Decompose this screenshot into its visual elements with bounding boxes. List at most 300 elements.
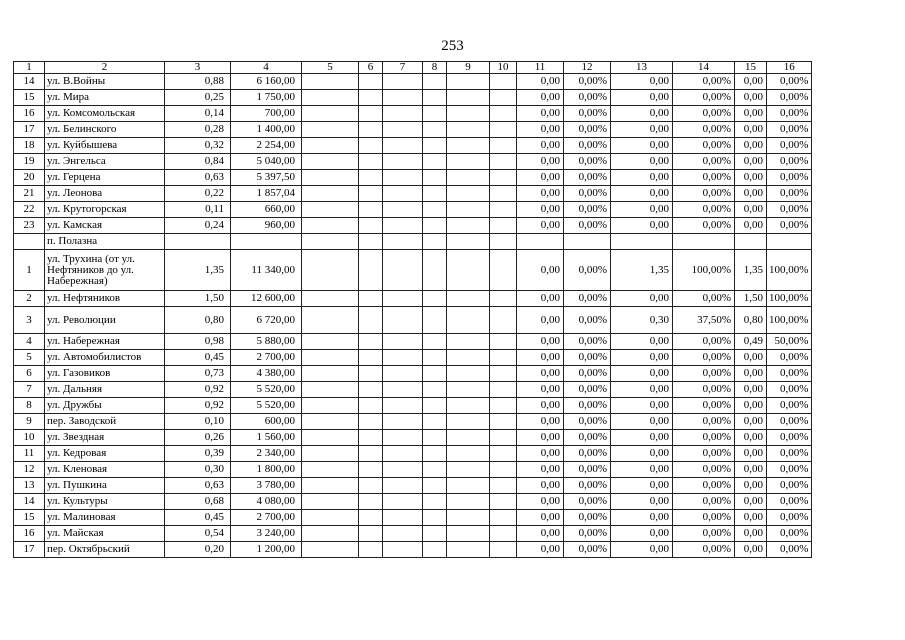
empty-cell-col-8 — [423, 350, 447, 366]
empty-cell-col-8 — [423, 382, 447, 398]
value-cell-col-11: 0,00 — [517, 462, 564, 478]
empty-cell-col-7 — [383, 430, 423, 446]
value-cell-col-16: 100,00% — [767, 307, 812, 334]
empty-cell-col-6 — [359, 398, 383, 414]
empty-cell-col-6 — [359, 494, 383, 510]
street-name-cell: ул. Дружбы — [45, 398, 165, 414]
value-cell-col-13: 0,30 — [611, 307, 673, 334]
value-cell-col-15: 0,00 — [735, 494, 767, 510]
empty-cell-col-7 — [383, 446, 423, 462]
value-cell-col-13 — [611, 234, 673, 250]
empty-cell-col-5 — [302, 542, 359, 558]
table-row — [14, 462, 812, 478]
length-cell: 1,35 — [165, 250, 231, 291]
empty-cell-col-5 — [302, 170, 359, 186]
empty-cell-col-6 — [359, 430, 383, 446]
empty-cell-col-5 — [302, 138, 359, 154]
value-cell-col-11: 0,00 — [517, 170, 564, 186]
empty-cell-col-6 — [359, 334, 383, 350]
value-cell-col-14: 0,00% — [673, 462, 735, 478]
empty-cell-col-6 — [359, 446, 383, 462]
cost-cell: 5 040,00 — [231, 154, 302, 170]
value-cell-col-14: 0,00% — [673, 154, 735, 170]
street-name-cell: п. Полазна — [45, 234, 165, 250]
empty-cell-col-8 — [423, 542, 447, 558]
value-cell-col-15: 0,00 — [735, 186, 767, 202]
empty-cell-col-5 — [302, 478, 359, 494]
empty-cell-col-5 — [302, 186, 359, 202]
empty-cell-col-10 — [490, 250, 517, 291]
data-table — [13, 61, 812, 558]
empty-cell-col-6 — [359, 478, 383, 494]
empty-cell-col-10 — [490, 122, 517, 138]
value-cell-col-12: 0,00% — [564, 154, 611, 170]
value-cell-col-14: 0,00% — [673, 510, 735, 526]
length-cell: 0,73 — [165, 366, 231, 382]
cost-cell: 4 080,00 — [231, 494, 302, 510]
cost-cell: 6 720,00 — [231, 307, 302, 334]
cost-cell: 1 800,00 — [231, 462, 302, 478]
row-number-cell: 7 — [14, 382, 45, 398]
row-number-cell: 13 — [14, 478, 45, 494]
empty-cell-col-5 — [302, 218, 359, 234]
empty-cell-col-5 — [302, 382, 359, 398]
value-cell-col-15: 0,00 — [735, 526, 767, 542]
empty-cell-col-10 — [490, 542, 517, 558]
value-cell-col-13: 0,00 — [611, 462, 673, 478]
street-name-cell: ул. Леонова — [45, 186, 165, 202]
empty-cell-col-8 — [423, 90, 447, 106]
cost-cell: 5 880,00 — [231, 334, 302, 350]
empty-cell-col-6 — [359, 291, 383, 307]
empty-cell-col-8 — [423, 526, 447, 542]
empty-cell-col-10 — [490, 186, 517, 202]
value-cell-col-11: 0,00 — [517, 398, 564, 414]
empty-cell-col-7 — [383, 398, 423, 414]
table-row — [14, 494, 812, 510]
empty-cell-col-8 — [423, 122, 447, 138]
empty-cell-col-7 — [383, 170, 423, 186]
table-row — [14, 542, 812, 558]
value-cell-col-16: 0,00% — [767, 154, 812, 170]
empty-cell-col-10 — [490, 398, 517, 414]
table-row — [14, 138, 812, 154]
empty-cell-col-10 — [490, 106, 517, 122]
empty-cell-col-8 — [423, 414, 447, 430]
section-row — [14, 234, 812, 250]
value-cell-col-11: 0,00 — [517, 414, 564, 430]
value-cell-col-16: 0,00% — [767, 218, 812, 234]
value-cell-col-13: 0,00 — [611, 138, 673, 154]
row-number-cell: 5 — [14, 350, 45, 366]
value-cell-col-14: 0,00% — [673, 138, 735, 154]
value-cell-col-13: 0,00 — [611, 542, 673, 558]
value-cell-col-14: 0,00% — [673, 526, 735, 542]
value-cell-col-14: 37,50% — [673, 307, 735, 334]
value-cell-col-13: 0,00 — [611, 291, 673, 307]
empty-cell-col-7 — [383, 462, 423, 478]
empty-cell-col-6 — [359, 90, 383, 106]
value-cell-col-12: 0,00% — [564, 462, 611, 478]
value-cell-col-13: 0,00 — [611, 186, 673, 202]
table-row — [14, 510, 812, 526]
value-cell-col-16: 50,00% — [767, 334, 812, 350]
empty-cell-col-7 — [383, 414, 423, 430]
street-name-cell: ул. Крутогорская — [45, 202, 165, 218]
empty-cell-col-7 — [383, 366, 423, 382]
value-cell-col-14: 0,00% — [673, 74, 735, 90]
empty-cell-col-6 — [359, 250, 383, 291]
value-cell-col-13: 0,00 — [611, 350, 673, 366]
empty-cell-col-10 — [490, 382, 517, 398]
value-cell-col-14: 0,00% — [673, 170, 735, 186]
table-row — [14, 446, 812, 462]
table-row — [14, 526, 812, 542]
value-cell-col-13: 0,00 — [611, 106, 673, 122]
column-header-12: 12 — [564, 62, 611, 74]
value-cell-col-11: 0,00 — [517, 291, 564, 307]
table-row — [14, 334, 812, 350]
empty-cell-col-10 — [490, 291, 517, 307]
value-cell-col-16: 0,00% — [767, 202, 812, 218]
length-cell: 0,32 — [165, 138, 231, 154]
value-cell-col-15: 1,35 — [735, 250, 767, 291]
empty-cell-col-10 — [490, 334, 517, 350]
value-cell-col-16: 0,00% — [767, 462, 812, 478]
street-name-cell: ул. Мира — [45, 90, 165, 106]
value-cell-col-15: 0,00 — [735, 106, 767, 122]
empty-cell-col-9 — [447, 154, 490, 170]
column-header-5: 5 — [302, 62, 359, 74]
street-name-cell: ул. Кедровая — [45, 446, 165, 462]
row-number-cell: 20 — [14, 170, 45, 186]
value-cell-col-15: 0,00 — [735, 74, 767, 90]
empty-cell-col-10 — [490, 74, 517, 90]
empty-cell-col-5 — [302, 526, 359, 542]
value-cell-col-13: 0,00 — [611, 202, 673, 218]
value-cell-col-13: 0,00 — [611, 154, 673, 170]
header-row — [14, 62, 812, 74]
column-header-3: 3 — [165, 62, 231, 74]
value-cell-col-16: 0,00% — [767, 90, 812, 106]
empty-cell-col-5 — [302, 446, 359, 462]
length-cell: 0,20 — [165, 542, 231, 558]
value-cell-col-11: 0,00 — [517, 526, 564, 542]
value-cell-col-13: 0,00 — [611, 494, 673, 510]
cost-cell: 1 857,04 — [231, 186, 302, 202]
value-cell-col-11 — [517, 234, 564, 250]
row-number-cell: 14 — [14, 494, 45, 510]
empty-cell-col-9 — [447, 366, 490, 382]
empty-cell-col-6 — [359, 350, 383, 366]
empty-cell-col-8 — [423, 398, 447, 414]
value-cell-col-12: 0,00% — [564, 446, 611, 462]
empty-cell-col-6 — [359, 542, 383, 558]
empty-cell-col-9 — [447, 74, 490, 90]
empty-cell-col-10 — [490, 366, 517, 382]
value-cell-col-15: 0,00 — [735, 398, 767, 414]
empty-cell-col-10 — [490, 510, 517, 526]
value-cell-col-16: 0,00% — [767, 414, 812, 430]
value-cell-col-15: 0,00 — [735, 218, 767, 234]
empty-cell-col-5 — [302, 430, 359, 446]
empty-cell-col-5 — [302, 154, 359, 170]
length-cell: 0,25 — [165, 90, 231, 106]
length-cell: 0,92 — [165, 382, 231, 398]
row-number-cell: 16 — [14, 106, 45, 122]
value-cell-col-13: 0,00 — [611, 90, 673, 106]
value-cell-col-15: 0,00 — [735, 510, 767, 526]
value-cell-col-16: 0,00% — [767, 170, 812, 186]
value-cell-col-12: 0,00% — [564, 526, 611, 542]
value-cell-col-12: 0,00% — [564, 74, 611, 90]
empty-cell-col-10 — [490, 430, 517, 446]
empty-cell-col-7 — [383, 234, 423, 250]
empty-cell-col-5 — [302, 462, 359, 478]
cost-cell: 5 520,00 — [231, 382, 302, 398]
cost-cell: 2 340,00 — [231, 446, 302, 462]
empty-cell-col-9 — [447, 307, 490, 334]
length-cell: 0,24 — [165, 218, 231, 234]
empty-cell-col-6 — [359, 414, 383, 430]
empty-cell-col-9 — [447, 510, 490, 526]
value-cell-col-11: 0,00 — [517, 307, 564, 334]
value-cell-col-14 — [673, 234, 735, 250]
row-number-cell: 8 — [14, 398, 45, 414]
length-cell: 0,84 — [165, 154, 231, 170]
value-cell-col-15: 0,80 — [735, 307, 767, 334]
row-number-cell: 14 — [14, 74, 45, 90]
row-number-cell: 17 — [14, 542, 45, 558]
value-cell-col-15: 0,00 — [735, 382, 767, 398]
empty-cell-col-8 — [423, 74, 447, 90]
page-number: 253 — [441, 38, 464, 54]
value-cell-col-16: 0,00% — [767, 382, 812, 398]
value-cell-col-14: 0,00% — [673, 291, 735, 307]
street-name-cell: ул. Культуры — [45, 494, 165, 510]
value-cell-col-16: 0,00% — [767, 122, 812, 138]
empty-cell-col-5 — [302, 494, 359, 510]
empty-cell-col-8 — [423, 186, 447, 202]
street-name-cell: ул. Малиновая — [45, 510, 165, 526]
length-cell: 0,92 — [165, 398, 231, 414]
empty-cell-col-5 — [302, 334, 359, 350]
value-cell-col-14: 0,00% — [673, 414, 735, 430]
empty-cell-col-8 — [423, 307, 447, 334]
street-name-cell: ул. Майская — [45, 526, 165, 542]
empty-cell-col-8 — [423, 366, 447, 382]
cost-cell: 5 397,50 — [231, 170, 302, 186]
empty-cell-col-6 — [359, 122, 383, 138]
empty-cell-col-9 — [447, 478, 490, 494]
empty-cell-col-7 — [383, 307, 423, 334]
empty-cell-col-8 — [423, 218, 447, 234]
table-row — [14, 250, 812, 291]
empty-cell-col-6 — [359, 526, 383, 542]
column-header-15: 15 — [735, 62, 767, 74]
value-cell-col-12: 0,00% — [564, 398, 611, 414]
table-row — [14, 366, 812, 382]
value-cell-col-11: 0,00 — [517, 202, 564, 218]
empty-cell-col-9 — [447, 414, 490, 430]
empty-cell-col-10 — [490, 202, 517, 218]
table-row — [14, 186, 812, 202]
row-number-cell: 17 — [14, 122, 45, 138]
empty-cell-col-8 — [423, 510, 447, 526]
column-header-14: 14 — [673, 62, 735, 74]
empty-cell-col-5 — [302, 510, 359, 526]
empty-cell-col-7 — [383, 526, 423, 542]
cost-cell: 1 400,00 — [231, 122, 302, 138]
empty-cell-col-7 — [383, 154, 423, 170]
empty-cell-col-9 — [447, 218, 490, 234]
empty-cell-col-8 — [423, 154, 447, 170]
value-cell-col-16: 0,00% — [767, 510, 812, 526]
empty-cell-col-5 — [302, 234, 359, 250]
empty-cell-col-8 — [423, 106, 447, 122]
value-cell-col-14: 0,00% — [673, 366, 735, 382]
empty-cell-col-7 — [383, 218, 423, 234]
street-name-cell: пер. Октябрьский — [45, 542, 165, 558]
empty-cell-col-6 — [359, 510, 383, 526]
empty-cell-col-9 — [447, 462, 490, 478]
cost-cell: 600,00 — [231, 414, 302, 430]
table-row — [14, 170, 812, 186]
empty-cell-col-8 — [423, 250, 447, 291]
empty-cell-col-6 — [359, 154, 383, 170]
length-cell: 0,39 — [165, 446, 231, 462]
empty-cell-col-7 — [383, 542, 423, 558]
value-cell-col-11: 0,00 — [517, 122, 564, 138]
value-cell-col-13: 0,00 — [611, 446, 673, 462]
value-cell-col-11: 0,00 — [517, 430, 564, 446]
street-name-cell: ул. Куйбышева — [45, 138, 165, 154]
value-cell-col-12: 0,00% — [564, 122, 611, 138]
length-cell: 0,30 — [165, 462, 231, 478]
empty-cell-col-8 — [423, 170, 447, 186]
value-cell-col-14: 0,00% — [673, 542, 735, 558]
value-cell-col-15: 0,00 — [735, 138, 767, 154]
empty-cell-col-9 — [447, 494, 490, 510]
empty-cell-col-9 — [447, 250, 490, 291]
empty-cell-col-9 — [447, 526, 490, 542]
value-cell-col-14: 0,00% — [673, 478, 735, 494]
street-name-cell: ул. Энгельса — [45, 154, 165, 170]
street-name-cell: ул. Автомобилистов — [45, 350, 165, 366]
street-name-cell: ул. Нефтяников — [45, 291, 165, 307]
length-cell: 0,45 — [165, 510, 231, 526]
empty-cell-col-5 — [302, 74, 359, 90]
empty-cell-col-7 — [383, 291, 423, 307]
value-cell-col-16: 0,00% — [767, 494, 812, 510]
value-cell-col-14: 0,00% — [673, 430, 735, 446]
empty-cell-col-10 — [490, 170, 517, 186]
column-header-1: 1 — [14, 62, 45, 74]
street-name-cell: ул. Дальняя — [45, 382, 165, 398]
cost-cell: 660,00 — [231, 202, 302, 218]
row-number-cell: 19 — [14, 154, 45, 170]
value-cell-col-11: 0,00 — [517, 138, 564, 154]
table-row — [14, 478, 812, 494]
empty-cell-col-7 — [383, 478, 423, 494]
value-cell-col-12: 0,00% — [564, 291, 611, 307]
value-cell-col-13: 1,35 — [611, 250, 673, 291]
value-cell-col-12: 0,00% — [564, 202, 611, 218]
value-cell-col-11: 0,00 — [517, 494, 564, 510]
street-name-cell: ул. Кленовая — [45, 462, 165, 478]
empty-cell-col-7 — [383, 138, 423, 154]
empty-cell-col-5 — [302, 122, 359, 138]
value-cell-col-16: 100,00% — [767, 250, 812, 291]
empty-cell-col-9 — [447, 170, 490, 186]
value-cell-col-12: 0,00% — [564, 138, 611, 154]
empty-cell-col-7 — [383, 186, 423, 202]
value-cell-col-14: 0,00% — [673, 202, 735, 218]
row-number-cell: 4 — [14, 334, 45, 350]
empty-cell-col-8 — [423, 446, 447, 462]
value-cell-col-12: 0,00% — [564, 334, 611, 350]
value-cell-col-16: 0,00% — [767, 74, 812, 90]
row-number-cell: 9 — [14, 414, 45, 430]
value-cell-col-11: 0,00 — [517, 478, 564, 494]
table-row — [14, 90, 812, 106]
table-row — [14, 291, 812, 307]
row-number-cell: 15 — [14, 90, 45, 106]
empty-cell-col-10 — [490, 218, 517, 234]
empty-cell-col-5 — [302, 350, 359, 366]
empty-cell-col-7 — [383, 90, 423, 106]
value-cell-col-12: 0,00% — [564, 186, 611, 202]
value-cell-col-16: 0,00% — [767, 398, 812, 414]
empty-cell-col-5 — [302, 106, 359, 122]
value-cell-col-14: 0,00% — [673, 398, 735, 414]
length-cell: 1,50 — [165, 291, 231, 307]
empty-cell-col-8 — [423, 334, 447, 350]
cost-cell: 3 780,00 — [231, 478, 302, 494]
empty-cell-col-9 — [447, 234, 490, 250]
length-cell: 0,98 — [165, 334, 231, 350]
length-cell: 0,22 — [165, 186, 231, 202]
table-row — [14, 382, 812, 398]
empty-cell-col-10 — [490, 526, 517, 542]
empty-cell-col-9 — [447, 446, 490, 462]
value-cell-col-13: 0,00 — [611, 218, 673, 234]
value-cell-col-16: 0,00% — [767, 446, 812, 462]
value-cell-col-15: 0,00 — [735, 350, 767, 366]
value-cell-col-12: 0,00% — [564, 542, 611, 558]
value-cell-col-12: 0,00% — [564, 430, 611, 446]
value-cell-col-15: 0,00 — [735, 414, 767, 430]
empty-cell-col-7 — [383, 74, 423, 90]
value-cell-col-13: 0,00 — [611, 366, 673, 382]
row-number-cell: 22 — [14, 202, 45, 218]
cost-cell: 3 240,00 — [231, 526, 302, 542]
empty-cell-col-7 — [383, 494, 423, 510]
empty-cell-col-7 — [383, 350, 423, 366]
street-name-cell: ул. Герцена — [45, 170, 165, 186]
length-cell: 0,68 — [165, 494, 231, 510]
value-cell-col-12: 0,00% — [564, 170, 611, 186]
street-name-cell: ул. Звездная — [45, 430, 165, 446]
column-header-13: 13 — [611, 62, 673, 74]
table-row — [14, 202, 812, 218]
value-cell-col-14: 0,00% — [673, 494, 735, 510]
cost-cell: 6 160,00 — [231, 74, 302, 90]
value-cell-col-14: 0,00% — [673, 106, 735, 122]
cost-cell: 700,00 — [231, 106, 302, 122]
empty-cell-col-10 — [490, 350, 517, 366]
length-cell: 0,63 — [165, 170, 231, 186]
